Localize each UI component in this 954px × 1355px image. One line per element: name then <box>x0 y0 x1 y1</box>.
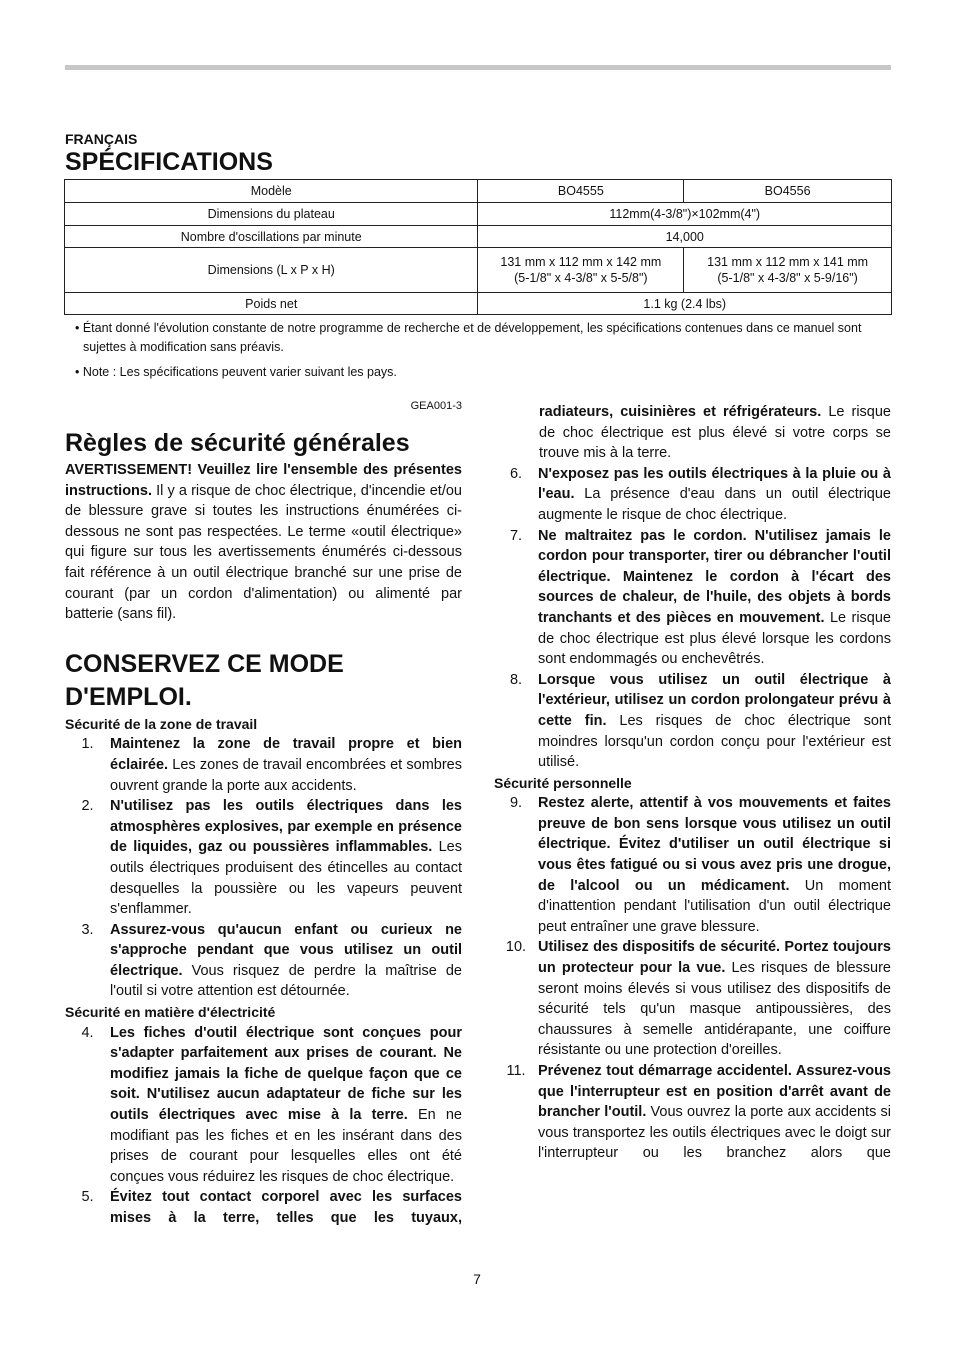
list-item <box>65 920 462 1002</box>
spec-value-metric: 131 mm x 112 mm x 142 mm <box>500 255 662 269</box>
spec-label: Poids net <box>65 293 478 315</box>
item-number: 3. <box>81 921 94 938</box>
item-bold: Ne maltraitez pas le cordon. N'utilisez jamais le cordon pour transporter, tirer ou débrancher l'outil électrique. Maintenez le cordon à l'écart des sources de chaleur, de l'huile, des objets à bords tranchants et des pièces en mouvement. <box>538 527 891 626</box>
item-body: Les risques de blessure seront moins élevés si vous utilisez des dispositifs de sécurité tels qu'un masque antipoussières, des chaussures à semelle antidérapante, une coiffure résistante ou une protection d'oreilles. <box>538 960 891 1059</box>
item-body: Les risques de choc électrique sont moindres lorsqu'un cordon conçu pour l'extérieur est utilisé. <box>538 712 892 771</box>
spec-value <box>684 248 892 293</box>
list-item <box>494 526 891 670</box>
item-text <box>538 793 891 937</box>
page-number: 7 <box>473 1271 481 1287</box>
item-bold: Lorsque vous utilisez un outil électrique à l'extérieur, utilisez un cordon prolongateur prévu à cette fin. <box>538 671 891 729</box>
language-label: FRANÇAIS <box>65 131 138 147</box>
item-text <box>538 526 891 670</box>
item-number: 5. <box>81 1189 94 1206</box>
list-item <box>494 464 891 526</box>
spec-value <box>478 248 684 293</box>
item-number: 9. <box>509 795 523 812</box>
table-row <box>65 293 892 315</box>
item-number: 10. <box>505 939 527 956</box>
warning-text: Il y a risque de choc électrique, d'incendie et/ou de blessure grave si toutes les instructions énumérées ci-dessous ne sont pas respectées. Le terme «outil électrique» qui figure sur tous les avertissements énumérés ci-dessous fait référence à un outil électrique branché sur une prise de courant (par un cordon d'alimentation) ou alimenté par batterie (sans fil). <box>65 482 462 623</box>
list-item <box>65 796 462 920</box>
note-item: • Note : Les spécifications peuvent varier suivant les pays. <box>75 365 397 379</box>
item-number: 4. <box>81 1024 94 1041</box>
item-body: Le risque de choc électrique est plus élevé lorsque les cordons sont endommagés ou enchevêtrés. <box>538 609 891 668</box>
item-bold: N'exposez pas les outils électriques à la pluie ou à l'eau. <box>538 465 891 503</box>
item-bold: N'utilisez pas les outils électriques dans les atmosphères explosives, par exemple en présence de liquides, gaz ou poussières inflammables. <box>110 798 462 856</box>
list-item <box>65 734 462 796</box>
item-text <box>110 1023 462 1188</box>
table-row <box>65 180 892 203</box>
top-rule <box>65 65 891 70</box>
item-body: Vous risquez de perdre la maîtrise de l'outil si votre attention est détournée. <box>110 962 462 1000</box>
section-heading-personal: Sécurité personnelle <box>494 774 632 791</box>
general-rules-title: Règles de sécurité générales <box>65 429 410 457</box>
keep-manual-title: CONSERVEZ CE MODE D'EMPLOI. <box>65 649 344 711</box>
item-bold: radiateurs, cuisinières et réfrigérateurs. <box>539 404 822 420</box>
list-item-continuation <box>494 402 891 464</box>
section-heading-electric: Sécurité en matière d'électricité <box>65 1004 276 1021</box>
item-body: En ne modifiant pas les fiches et en les insérant dans des prises de courant pour lesquelles elles ont été conçues vous réduirez les risques de choc électrique. <box>110 1107 462 1185</box>
item-number: 7. <box>509 527 523 544</box>
table-row <box>65 248 892 293</box>
warning-bold: AVERTISSEMENT! Veuillez lire l'ensemble des présentes instructions. <box>65 462 462 499</box>
spec-value-metric: 131 mm x 112 mm x 141 mm <box>707 255 869 269</box>
section-heading-work-area: Sécurité de la zone de travail <box>65 715 258 732</box>
item-bold: Maintenez la zone de travail propre et bien éclairée. <box>110 736 462 773</box>
spec-value: 112mm(4-3/8")×102mm(4") <box>478 203 892 226</box>
item-body: Le risque de choc électrique est plus élevé si votre corps se trouve mis à la terre. <box>539 404 891 462</box>
warning-paragraph <box>65 460 462 625</box>
spec-label: Nombre d'oscillations par minute <box>65 226 478 248</box>
list-item <box>494 937 891 1061</box>
spec-value: 1.1 kg (2.4 lbs) <box>478 293 892 315</box>
item-body: Les zones de travail encombrées et sombres ouvrent grande la porte aux accidents. <box>110 756 462 794</box>
item-body: Vous ouvrez la porte aux accidents si vous transportez les outils électriques avec le doigt sur l'interrupteur ou les branchez alors que <box>538 1104 891 1162</box>
list-item <box>494 670 891 773</box>
item-text <box>538 937 891 1061</box>
spec-label: Dimensions du plateau <box>65 203 478 226</box>
item-text <box>538 1061 891 1164</box>
spec-notes <box>75 319 875 382</box>
item-number: 8. <box>509 671 523 688</box>
item-bold: Évitez tout contact corporel avec les surfaces mises à la terre, telles que les tuyaux, <box>110 1189 462 1226</box>
item-text <box>538 464 891 526</box>
list-item <box>494 793 891 937</box>
item-text <box>110 920 462 1002</box>
item-number: 2. <box>81 798 94 815</box>
item-text <box>110 734 462 796</box>
item-bold: Restez alerte, attentif à vos mouvements et faites preuve de bon sens lorsque vous utilisez un outil électrique. Évitez d'utiliser un outil électrique si vous êtes fatigué ou si vous avez pris une drogue, de l'alcool ou un médicament. <box>538 795 891 894</box>
list-item <box>65 1187 462 1228</box>
item-text <box>110 1187 462 1228</box>
table-row <box>65 203 892 226</box>
item-bold: Assurez-vous qu'aucun enfant ou curieux ne s'approche pendant que vous utilisez un outil électrique. <box>110 921 462 979</box>
item-bold: Les fiches d'outil électrique sont conçues pour s'adapter parfaitement aux prises de courant. Ne modifiez jamais la fiche de quelque façon que ce soit. N'utilisez aucun adaptateur de fiche sur les outils électriques avec mise à la terre. <box>110 1024 462 1124</box>
note-item: • Étant donné l'évolution constante de notre programme de recherche et de développement, les spécifications contenues dans ce manuel sont sujettes à modification sans préavis. <box>75 321 862 354</box>
item-body: Les outils électriques produisent des étincelles au contact desquelles la poussière ou les vapeurs peuvent s'enflammer. <box>110 839 462 918</box>
specifications-title: SPÉCIFICATIONS <box>65 148 273 176</box>
specifications-table <box>64 179 892 315</box>
item-body: Un moment d'inattention pendant l'utilisation d'un outil électrique peut entraîner une grave blessure. <box>538 877 891 935</box>
item-bold: Utilisez des dispositifs de sécurité. Portez toujours un protecteur pour la vue. <box>538 939 891 977</box>
item-text <box>538 670 891 773</box>
item-number: 6. <box>509 465 523 482</box>
spec-value-imperial: (5-1/8" x 4-3/8" x 5-9/16") <box>717 271 858 285</box>
spec-value: 14,000 <box>478 226 892 248</box>
table-row <box>65 226 892 248</box>
document-code: GEA001-3 <box>410 400 462 412</box>
item-number: 11. <box>506 1063 526 1079</box>
spec-label: Dimensions (L x P x H) <box>65 248 478 293</box>
list-item <box>494 1061 891 1164</box>
spec-value: BO4555 <box>478 180 684 203</box>
item-body: La présence d'eau dans un outil électrique augmente le risque de choc électrique. <box>538 486 891 523</box>
right-column <box>494 402 891 1164</box>
spec-value-imperial: (5-1/8" x 4-3/8" x 5-5/8") <box>514 271 648 285</box>
item-number: 1. <box>81 736 94 753</box>
spec-label: Modèle <box>65 180 478 203</box>
left-column <box>65 427 462 1229</box>
item-text <box>110 796 462 920</box>
spec-value: BO4556 <box>684 180 892 203</box>
item-bold: Prévenez tout démarrage accidentel. Assurez-vous que l'interrupteur est en position d'arrêt avant de brancher l'outil. <box>538 1063 891 1121</box>
list-item <box>65 1023 462 1188</box>
